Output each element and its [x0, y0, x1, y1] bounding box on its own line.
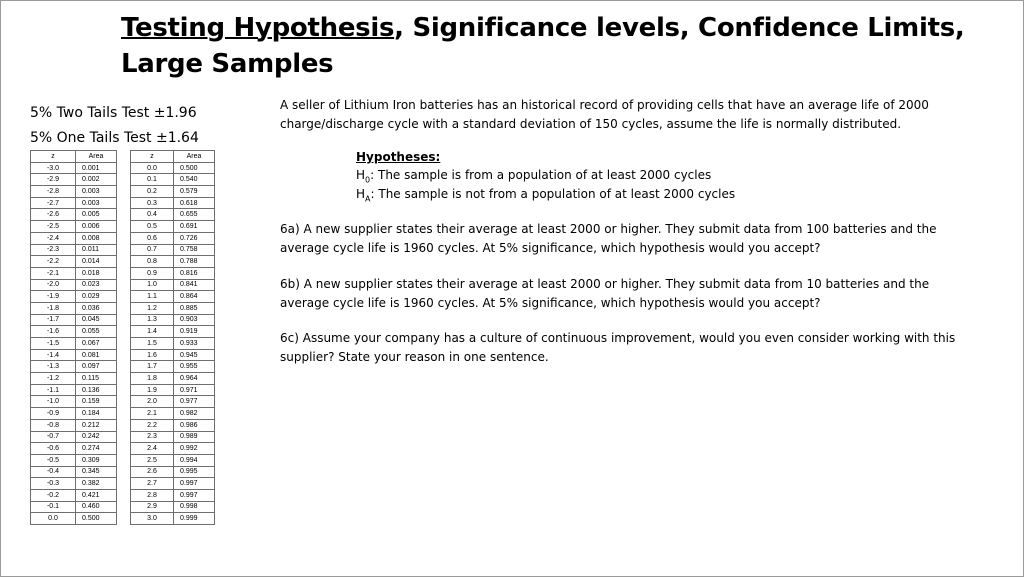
area-value: 0.726	[174, 232, 215, 244]
z-value: 0.1	[131, 174, 174, 186]
area-value: 0.758	[174, 244, 215, 256]
z-value: -0.9	[31, 408, 76, 420]
area-value: 0.971	[174, 384, 215, 396]
z-value: 2.0	[131, 396, 174, 408]
table-row	[131, 478, 215, 490]
table-row	[31, 174, 117, 186]
area-value: 0.212	[76, 419, 117, 431]
table-row	[131, 384, 215, 396]
area-value: 0.994	[174, 454, 215, 466]
z-value: -0.1	[31, 501, 76, 513]
z-value: 2.9	[131, 501, 174, 513]
area-value: 0.655	[174, 209, 215, 221]
table-row	[31, 267, 117, 279]
table-row	[31, 419, 117, 431]
ha-symbol: H	[356, 187, 366, 201]
area-value: 0.618	[174, 197, 215, 209]
table-row	[31, 302, 117, 314]
z-value: 1.5	[131, 338, 174, 350]
area-value: 0.995	[174, 466, 215, 478]
table-row	[131, 244, 215, 256]
area-value: 0.309	[76, 454, 117, 466]
area-value: 0.045	[76, 314, 117, 326]
z-value: -2.7	[31, 197, 76, 209]
z-value: -2.3	[31, 244, 76, 256]
z-value: 2.5	[131, 454, 174, 466]
table-row	[31, 209, 117, 221]
area-value: 0.998	[174, 501, 215, 513]
table-row	[31, 338, 117, 350]
z-table-negative	[30, 150, 117, 525]
table-row	[31, 396, 117, 408]
table-row	[31, 279, 117, 291]
table-row	[131, 349, 215, 361]
table-row	[31, 361, 117, 373]
z-value: -1.3	[31, 361, 76, 373]
table-row	[131, 419, 215, 431]
z-value: -1.1	[31, 384, 76, 396]
table-row	[131, 221, 215, 233]
table-row	[31, 408, 117, 420]
z-value: 1.4	[131, 326, 174, 338]
z-value: -2.1	[31, 267, 76, 279]
ha-text: : The sample is not from a population of at least 2000 cycles	[370, 187, 736, 201]
z-value: 1.8	[131, 373, 174, 385]
area-value: 0.460	[76, 501, 117, 513]
z-value: 1.7	[131, 361, 174, 373]
table-row	[131, 314, 215, 326]
z-value: -1.8	[31, 302, 76, 314]
table-row	[131, 197, 215, 209]
area-value: 0.014	[76, 256, 117, 268]
area-value: 0.540	[174, 174, 215, 186]
z-value: -1.7	[31, 314, 76, 326]
table-row	[31, 466, 117, 478]
area-value: 0.081	[76, 349, 117, 361]
table-row	[31, 443, 117, 455]
ha-subscript: A	[365, 194, 371, 204]
table-row	[31, 314, 117, 326]
z-value: 2.6	[131, 466, 174, 478]
h0-subscript: 0	[365, 175, 371, 185]
z-table-positive	[130, 150, 215, 525]
area-value: 0.008	[76, 232, 117, 244]
z-value: 0.0	[131, 162, 174, 174]
z-value: 2.1	[131, 408, 174, 420]
z-value: 0.4	[131, 209, 174, 221]
z-value: -2.5	[31, 221, 76, 233]
area-value: 0.788	[174, 256, 215, 268]
area-value: 0.933	[174, 338, 215, 350]
area-value: 0.945	[174, 349, 215, 361]
area-value: 0.159	[76, 396, 117, 408]
area-value: 0.816	[174, 267, 215, 279]
table-row	[131, 267, 215, 279]
z-value: -1.0	[31, 396, 76, 408]
z-value: 0.0	[31, 513, 76, 525]
z-value: -1.6	[31, 326, 76, 338]
table-row	[31, 256, 117, 268]
hypotheses-title: Hypotheses:	[356, 150, 441, 164]
table-row	[131, 174, 215, 186]
table-row	[131, 408, 215, 420]
one-tails-test: 5% One Tails Test ±1.64	[30, 130, 199, 146]
table-row	[31, 513, 117, 525]
area-value: 0.002	[76, 174, 117, 186]
two-tails-test: 5% Two Tails Test ±1.96	[30, 105, 197, 121]
area-value: 0.055	[76, 326, 117, 338]
area-value: 0.989	[174, 431, 215, 443]
area-value: 0.421	[76, 489, 117, 501]
area-value: 0.579	[174, 186, 215, 198]
area-value: 0.274	[76, 443, 117, 455]
question-6b: 6b) A new supplier states their average at least 2000 or higher. They submit data from 10 batteries and the average cycle life is 1960 cycles. At 5% significance, which hypothesis would you accept?	[280, 277, 930, 310]
area-value: 0.841	[174, 279, 215, 291]
z-value: 0.3	[131, 197, 174, 209]
area-header: Area	[174, 151, 215, 163]
table-row	[131, 209, 215, 221]
z-value: -1.4	[31, 349, 76, 361]
table-row	[31, 221, 117, 233]
table-row	[131, 256, 215, 268]
area-value: 0.986	[174, 419, 215, 431]
z-value: -1.9	[31, 291, 76, 303]
table-row	[131, 454, 215, 466]
table-row	[131, 232, 215, 244]
z-value: 0.5	[131, 221, 174, 233]
z-value: -3.0	[31, 162, 76, 174]
area-value: 0.006	[76, 221, 117, 233]
question-6a: 6a) A new supplier states their average at least 2000 or higher. They submit data from 100 batteries and the average cycle life is 1960 cycles. At 5% significance, which hypothesis would you accept?	[280, 222, 937, 255]
table-row	[131, 466, 215, 478]
z-value: 1.2	[131, 302, 174, 314]
area-value: 0.011	[76, 244, 117, 256]
area-value: 0.919	[174, 326, 215, 338]
z-value: 2.8	[131, 489, 174, 501]
table-row	[131, 443, 215, 455]
h0-text: : The sample is from a population of at least 2000 cycles	[370, 168, 712, 182]
table-row	[31, 373, 117, 385]
table-row	[131, 162, 215, 174]
z-value: -2.9	[31, 174, 76, 186]
z-value: -1.5	[31, 338, 76, 350]
area-value: 0.003	[76, 197, 117, 209]
z-value: 2.3	[131, 431, 174, 443]
area-value: 0.067	[76, 338, 117, 350]
area-value: 0.036	[76, 302, 117, 314]
area-value: 0.023	[76, 279, 117, 291]
table-row	[31, 501, 117, 513]
table-row	[31, 489, 117, 501]
z-value: -0.5	[31, 454, 76, 466]
table-row	[31, 349, 117, 361]
table-row	[31, 291, 117, 303]
area-header: Area	[76, 151, 117, 163]
table-row	[31, 478, 117, 490]
z-value: 1.6	[131, 349, 174, 361]
title-underlined: Testing Hypothesis	[121, 13, 395, 43]
area-value: 0.242	[76, 431, 117, 443]
table-row	[31, 454, 117, 466]
z-value: -2.6	[31, 209, 76, 221]
z-value: 2.4	[131, 443, 174, 455]
z-value: 0.7	[131, 244, 174, 256]
area-value: 0.005	[76, 209, 117, 221]
area-value: 0.029	[76, 291, 117, 303]
area-value: 0.982	[174, 408, 215, 420]
area-value: 0.003	[76, 186, 117, 198]
area-value: 0.999	[174, 513, 215, 525]
area-value: 0.500	[76, 513, 117, 525]
z-header: z	[31, 151, 76, 163]
title-line2: Large Samples	[121, 49, 334, 79]
table-row	[31, 162, 117, 174]
area-value: 0.992	[174, 443, 215, 455]
table-row	[131, 431, 215, 443]
area-value: 0.097	[76, 361, 117, 373]
table-row	[31, 384, 117, 396]
area-value: 0.955	[174, 361, 215, 373]
z-value: 0.2	[131, 186, 174, 198]
z-value: -2.8	[31, 186, 76, 198]
z-value: 3.0	[131, 513, 174, 525]
z-value: 1.3	[131, 314, 174, 326]
z-value: -0.6	[31, 443, 76, 455]
table-row	[131, 186, 215, 198]
z-value: 0.9	[131, 267, 174, 279]
table-row	[31, 197, 117, 209]
page-title	[121, 10, 964, 82]
z-value: -0.3	[31, 478, 76, 490]
table-row	[131, 326, 215, 338]
z-value: -0.4	[31, 466, 76, 478]
area-value: 0.001	[76, 162, 117, 174]
area-value: 0.136	[76, 384, 117, 396]
z-value: -1.2	[31, 373, 76, 385]
z-value: 1.1	[131, 291, 174, 303]
table-row	[131, 338, 215, 350]
table-row	[131, 291, 215, 303]
table-row	[31, 232, 117, 244]
table-row	[131, 302, 215, 314]
area-value: 0.345	[76, 466, 117, 478]
z-value: 2.2	[131, 419, 174, 431]
problem-intro: A seller of Lithium Iron batteries has an historical record of providing cells that have an average life of 2000 charge/discharge cycle with a standard deviation of 150 cycles, assume the life is normally distributed.	[280, 98, 929, 131]
area-value: 0.885	[174, 302, 215, 314]
table-row	[31, 244, 117, 256]
area-value: 0.977	[174, 396, 215, 408]
area-value: 0.997	[174, 478, 215, 490]
area-value: 0.500	[174, 162, 215, 174]
z-value: -2.4	[31, 232, 76, 244]
table-row	[31, 431, 117, 443]
area-value: 0.691	[174, 221, 215, 233]
z-value: 0.6	[131, 232, 174, 244]
title-rest: , Significance levels, Confidence Limits,	[394, 13, 965, 43]
z-value: -0.2	[31, 489, 76, 501]
null-hypothesis	[356, 168, 711, 184]
area-value: 0.997	[174, 489, 215, 501]
area-value: 0.184	[76, 408, 117, 420]
alternative-hypothesis	[356, 187, 735, 203]
z-value: -2.2	[31, 256, 76, 268]
z-header: z	[131, 151, 174, 163]
table-row	[131, 373, 215, 385]
table-row	[131, 361, 215, 373]
area-value: 0.903	[174, 314, 215, 326]
z-value: 0.8	[131, 256, 174, 268]
table-row	[131, 501, 215, 513]
z-value: 2.7	[131, 478, 174, 490]
table-row	[131, 489, 215, 501]
table-row	[131, 513, 215, 525]
area-value: 0.964	[174, 373, 215, 385]
area-value: 0.864	[174, 291, 215, 303]
z-value: -0.8	[31, 419, 76, 431]
table-row	[131, 279, 215, 291]
area-value: 0.115	[76, 373, 117, 385]
h0-symbol: H	[356, 168, 366, 182]
z-value: 1.0	[131, 279, 174, 291]
table-row	[31, 326, 117, 338]
z-value: -0.7	[31, 431, 76, 443]
table-row	[131, 396, 215, 408]
area-value: 0.018	[76, 267, 117, 279]
question-6c: 6c) Assume your company has a culture of continuous improvement, would you even consider working with this supplier? State your reason in one sentence.	[280, 331, 956, 364]
table-row	[31, 186, 117, 198]
z-value: 1.9	[131, 384, 174, 396]
area-value: 0.382	[76, 478, 117, 490]
z-value: -2.0	[31, 279, 76, 291]
